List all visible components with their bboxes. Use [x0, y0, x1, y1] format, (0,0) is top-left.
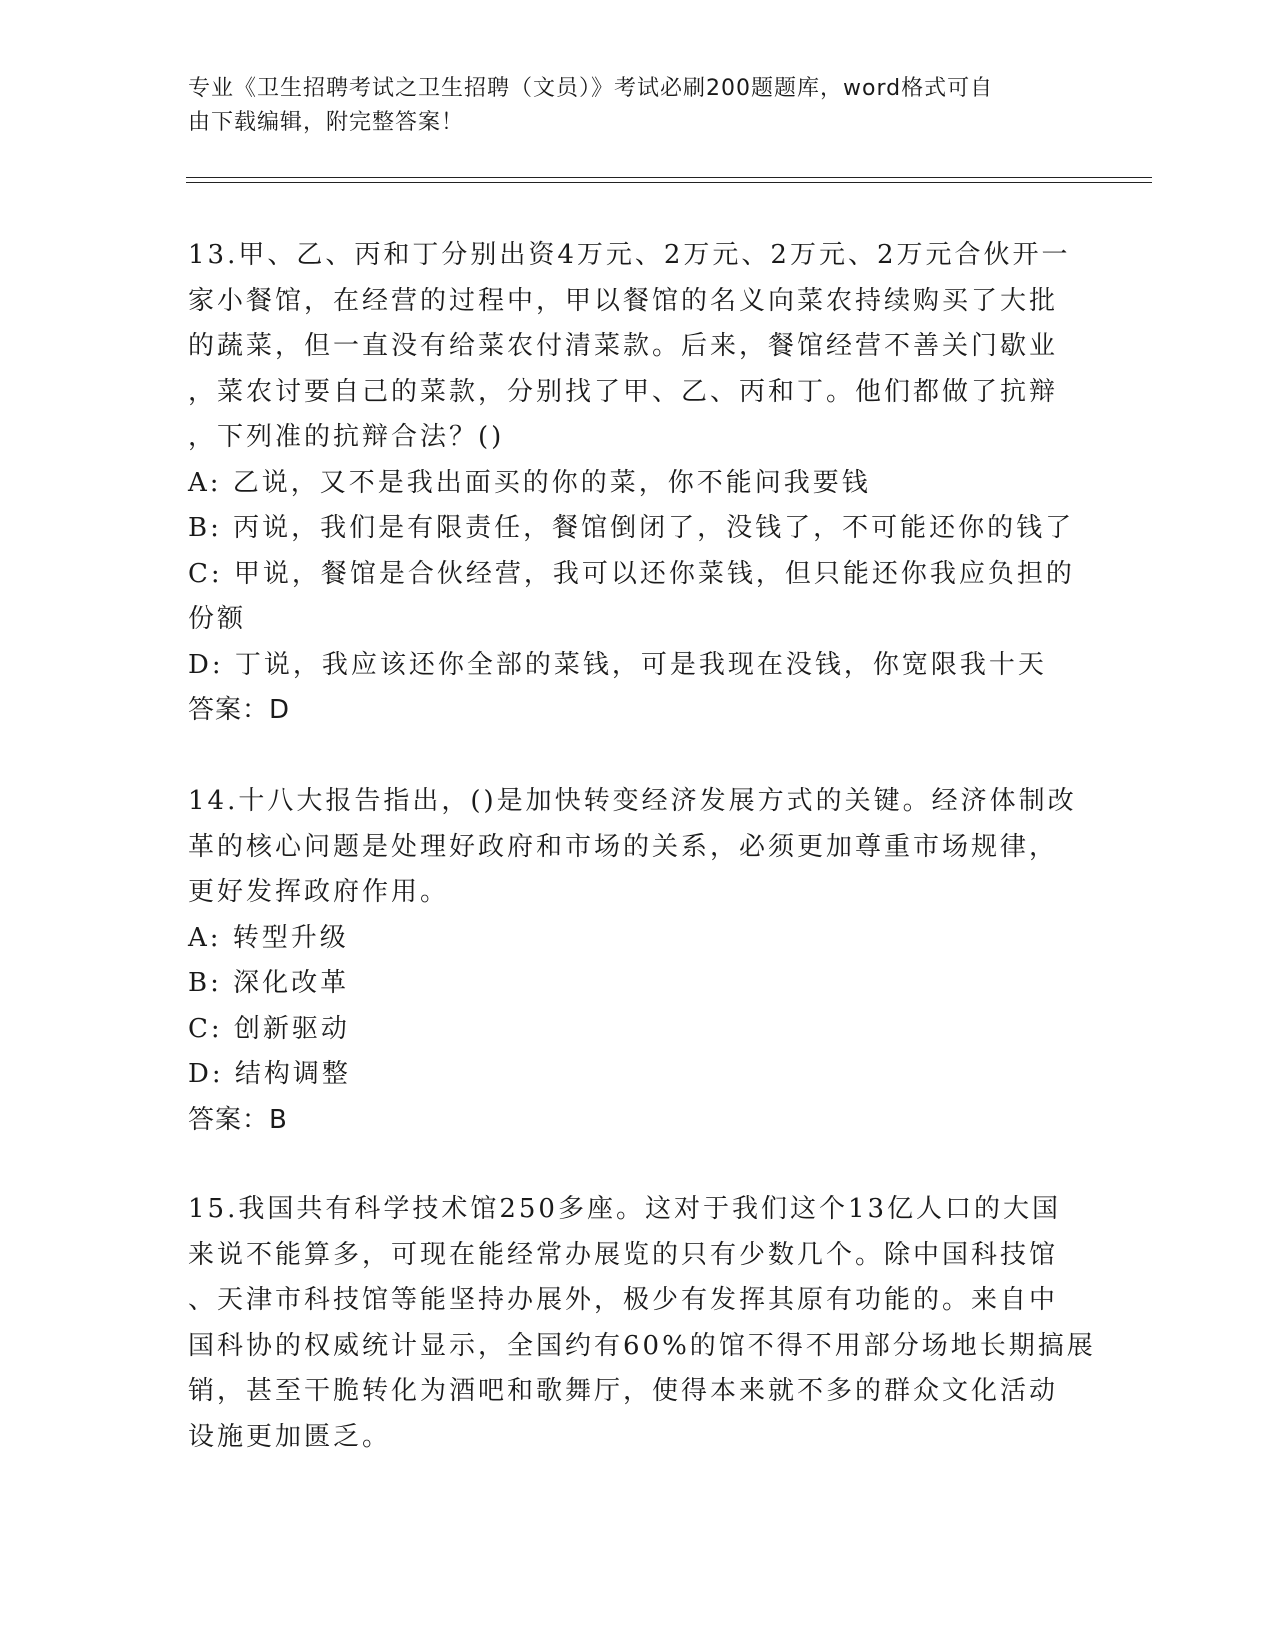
- option-d: D: 结构调整: [188, 1059, 351, 1089]
- question-text-line: ，菜农讨要自己的菜款，分别找了甲、乙、丙和丁。他们都做了抗辩: [188, 376, 1059, 407]
- option-b: B: 丙说，我们是有限责任，餐馆倒闭了，没钱了，不可能还你的钱了: [188, 513, 1075, 543]
- option-c-continued: 份额: [188, 604, 247, 634]
- header-divider: [186, 177, 1152, 178]
- question-14: [188, 779, 1088, 1143]
- question-text-line: 设施更加匮乏。: [188, 1421, 392, 1452]
- document-header: [188, 72, 1088, 140]
- option-c: C: 甲说，餐馆是合伙经营，我可以还你菜钱，但只能还你我应负担的: [188, 558, 1075, 589]
- question-13: [188, 233, 1088, 734]
- question-text-line: 来说不能算多，可现在能经常办展览的只有少数几个。除中国科技馆: [188, 1239, 1059, 1270]
- option-c: C: 创新驱动: [188, 1013, 350, 1044]
- question-text-line: 14.十八大报告指出，()是加快转变经济发展方式的关键。经济体制改: [188, 786, 1077, 816]
- question-text-line: 家小餐馆，在经营的过程中，甲以餐馆的名义向菜农持续购买了大批: [188, 285, 1059, 316]
- question-text-line: 销，甚至干脆转化为酒吧和歌舞厅，使得本来就不多的群众文化活动: [188, 1376, 1059, 1406]
- question-text-line: 革的核心问题是处理好政府和市场的关系，必须更加尊重市场规律，: [188, 831, 1059, 862]
- header-line-2: 由下载编辑，附完整答案！: [188, 110, 465, 135]
- question-text-line: 13.甲、乙、丙和丁分别出资4万元、2万元、2万元、2万元合伙开一: [188, 240, 1071, 270]
- question-text-line: 国科协的权威统计显示，全国约有60%的馆不得不用部分场地长期搞展: [188, 1330, 1096, 1361]
- question-text-line: ，下列准的抗辩合法？(): [188, 422, 505, 452]
- question-text-line: 的蔬菜，但一直没有给菜农付清菜款。后来，餐馆经营不善关门歇业: [188, 331, 1059, 361]
- option-b: B: 深化改革: [188, 968, 350, 998]
- answer-label: 答案：B: [188, 1104, 288, 1135]
- header-line-1: 专业《卫生招聘考试之卫生招聘（文员）》考试必刷200题题库，word格式可自: [188, 76, 994, 101]
- option-d: D: 丁说，我应该还你全部的菜钱，可是我现在没钱，你宽限我十天: [188, 649, 1047, 680]
- answer-label: 答案：D: [188, 695, 291, 725]
- question-text-line: 、天津市科技馆等能坚持办展外，极少有发挥其原有功能的。来自中: [188, 1285, 1059, 1315]
- question-15: [188, 1187, 1096, 1460]
- header-divider-secondary: [186, 182, 1152, 183]
- option-a: A: 乙说，又不是我出面买的你的菜，你不能问我要钱: [188, 467, 871, 498]
- option-a: A: 转型升级: [188, 922, 349, 953]
- question-text-line: 更好发挥政府作用。: [188, 877, 450, 907]
- question-text-line: 15.我国共有科学技术馆250多座。这对于我们这个13亿人口的大国: [188, 1194, 1062, 1224]
